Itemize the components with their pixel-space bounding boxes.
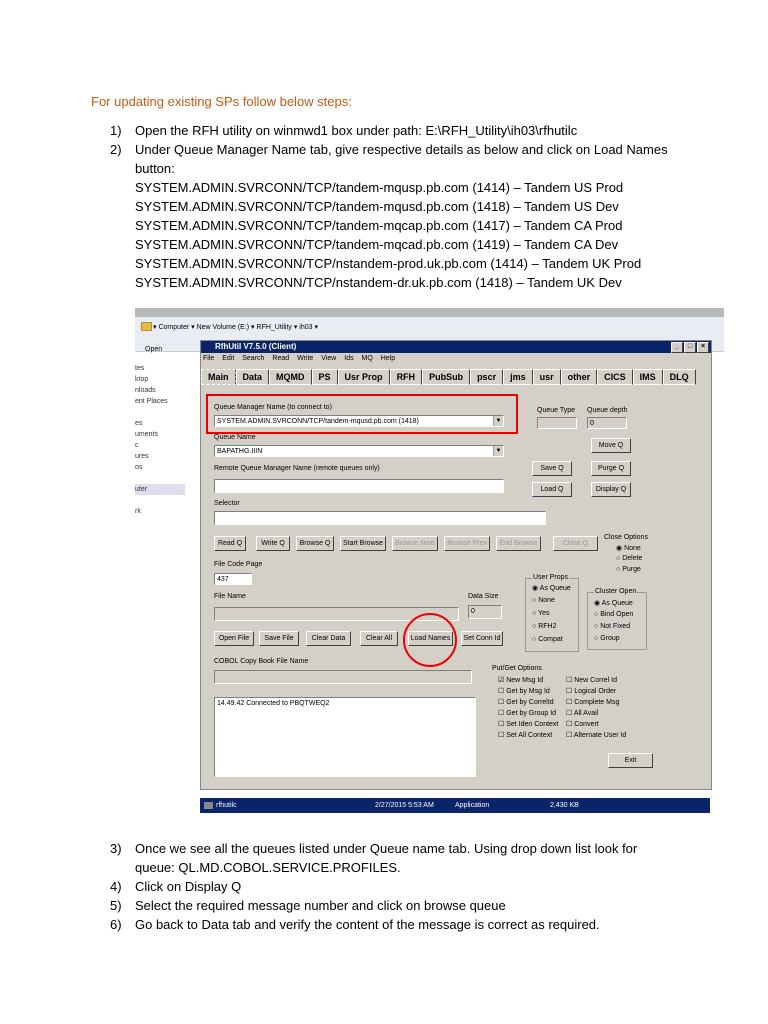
radio-label: As Queue xyxy=(601,600,633,607)
nav-item[interactable]: uments xyxy=(135,431,158,438)
nav-item[interactable]: tes xyxy=(135,365,145,372)
browse-next-button[interactable]: Browse Next xyxy=(392,536,438,551)
window-title-bar xyxy=(201,341,711,353)
step-number: 4) xyxy=(110,879,122,894)
checkbox-new-msg-id[interactable]: ☑ New Msg Id xyxy=(498,677,544,684)
rfhutil-window xyxy=(200,340,712,790)
clear-all-button[interactable]: Clear All xyxy=(360,631,398,646)
step-text: Go back to Data tab and verify the content of the message is correct as required. xyxy=(135,917,600,932)
tab-pubsub[interactable]: PubSub xyxy=(422,369,470,385)
queue-name-select[interactable] xyxy=(214,445,504,457)
selector-label: Selector xyxy=(214,500,240,507)
move-q-button[interactable]: Move Q xyxy=(591,438,631,453)
file-size: 2,430 KB xyxy=(550,802,579,809)
nav-item[interactable]: nloads xyxy=(135,387,156,394)
radio-label: As Queue xyxy=(539,585,571,592)
queue-depth-field: 0 xyxy=(587,417,627,429)
application-icon xyxy=(204,802,213,809)
connection-line: SYSTEM.ADMIN.SVRCONN/TCP/nstandem-dr.uk.pb.com (1418) – Tandem UK Dev xyxy=(135,275,622,290)
nav-item[interactable]: os xyxy=(135,464,143,471)
checkbox-new-correl-id[interactable]: ☐ New Correl Id xyxy=(566,677,618,684)
step-2 xyxy=(110,140,695,292)
checkbox-get-by-correlid[interactable]: ☐ Get by CorrelId xyxy=(498,699,554,706)
connection-line: SYSTEM.ADMIN.SVRCONN/TCP/tandem-mqusp.pb.com (1414) – Tandem US Prod xyxy=(135,180,624,195)
checkbox-label: Get by Msg Id xyxy=(506,688,550,695)
purge-q-button[interactable]: Purge Q xyxy=(591,461,631,476)
rfhutil-screenshot xyxy=(135,308,724,820)
radio-label: Bind Open xyxy=(600,611,634,618)
save-q-button[interactable]: Save Q xyxy=(532,461,572,476)
radio-label: Not Fixed xyxy=(600,623,631,630)
file-name-label: File Name xyxy=(214,593,246,600)
read-q-button[interactable]: Read Q xyxy=(214,536,246,551)
highlight-circle xyxy=(403,613,457,667)
file-list-row[interactable] xyxy=(200,798,710,813)
tab-ims[interactable]: IMS xyxy=(633,369,663,385)
radio-label: RFH2 xyxy=(538,623,557,630)
step-4 xyxy=(110,877,695,896)
user-props-yes[interactable]: ○ Yes xyxy=(532,610,550,617)
menu-write[interactable]: Write xyxy=(297,355,314,362)
data-size-field: 0 xyxy=(468,605,502,619)
user-props-compat[interactable]: ○ Compat xyxy=(532,636,563,643)
put-get-title: Put/Get Options xyxy=(492,665,542,672)
queue-type-label: Queue Type xyxy=(537,407,576,414)
tab-ps[interactable]: PS xyxy=(312,369,338,385)
file-type: Application xyxy=(455,802,490,809)
folder-icon xyxy=(141,322,152,331)
steps-list-bottom xyxy=(110,839,695,934)
close-option-none[interactable]: ◉ None xyxy=(616,545,641,552)
remote-qm-label: Remote Queue Manager Name (remote queues only) xyxy=(214,465,380,472)
nav-item[interactable]: uter xyxy=(135,484,185,495)
close-q-button[interactable]: Close Q xyxy=(553,536,598,551)
tab-dlq[interactable]: DLQ xyxy=(663,369,696,385)
step-number: 6) xyxy=(110,917,122,932)
menu-ids[interactable]: Ids xyxy=(344,355,354,362)
chevron-down-icon[interactable]: ▼ xyxy=(493,416,503,426)
radio-label: None xyxy=(624,545,641,552)
radio-label: Delete xyxy=(622,555,643,562)
checkbox-label: Set All Context xyxy=(506,732,553,739)
step-number: 3) xyxy=(110,841,122,856)
step-number: 5) xyxy=(110,898,122,913)
close-icon[interactable]: × xyxy=(697,342,709,353)
nav-item[interactable] xyxy=(135,407,185,418)
checkbox-label: All Avail xyxy=(573,710,599,717)
step-text: Once we see all the queues listed under Queue name tab. Using drop down list look for queue: QL.MD.COBOL.SERVICE.PROFILES. xyxy=(135,841,638,875)
checkbox-all-avail[interactable]: ☐ All Avail xyxy=(566,710,599,717)
user-props-rfh2[interactable]: ○ RFH2 xyxy=(532,623,557,630)
checkbox-logical-order[interactable]: ☐ Logical Order xyxy=(566,688,617,695)
minimize-icon[interactable]: _ xyxy=(671,342,683,353)
connection-line: SYSTEM.ADMIN.SVRCONN/TCP/tandem-mqcad.pb.com (1419) – Tandem CA Dev xyxy=(135,237,619,252)
checkbox-set-all-context[interactable]: ☐ Set All Context xyxy=(498,732,553,739)
tab-jms[interactable]: jms xyxy=(503,369,533,385)
menu-search[interactable]: Search xyxy=(242,355,265,362)
step-number: 2) xyxy=(110,142,122,157)
data-size-label: Data Size xyxy=(468,593,499,600)
tab-mqmd[interactable]: MQMD xyxy=(269,369,312,385)
menu-file[interactable]: File xyxy=(203,355,215,362)
cluster-open-group xyxy=(587,588,647,650)
browse-q-button[interactable]: Browse Q xyxy=(296,536,334,551)
instructions-heading: For updating existing SPs follow below steps: xyxy=(91,94,352,109)
checkbox-label: Get by CorrelId xyxy=(506,699,554,706)
nav-item[interactable] xyxy=(135,495,185,506)
cluster-bind-open[interactable]: ○ Bind Open xyxy=(594,611,634,618)
load-names-button[interactable]: Load Names xyxy=(408,631,453,646)
checkbox-label: Convert xyxy=(574,721,599,728)
maximize-icon[interactable]: □ xyxy=(684,342,696,353)
queue-type-field xyxy=(537,417,577,429)
step-1 xyxy=(110,121,695,140)
user-props-title: User Props xyxy=(533,574,569,581)
menu-bar xyxy=(201,353,711,364)
tab-cics[interactable]: CICS xyxy=(597,369,633,385)
connection-line: SYSTEM.ADMIN.SVRCONN/TCP/nstandem-prod.uk.pb.com (1414) – Tandem UK Prod xyxy=(135,256,642,271)
menu-read[interactable]: Read xyxy=(272,355,290,362)
end-browse-button[interactable]: End Browse xyxy=(496,536,541,551)
step-5 xyxy=(110,896,695,915)
step-text-container xyxy=(135,140,695,292)
tab-strip xyxy=(201,369,696,385)
checkbox-label: Complete Msg xyxy=(574,699,620,706)
connection-line: SYSTEM.ADMIN.SVRCONN/TCP/tandem-mqcap.pb.com (1417) – Tandem CA Prod xyxy=(135,218,623,233)
checkbox-label: Logical Order xyxy=(574,688,617,695)
tab-rfh[interactable]: RFH xyxy=(390,369,423,385)
step-text: Under Queue Manager Name tab, give respective details as below and click on Load Names button: xyxy=(135,142,668,176)
qm-name-value: SYSTEM.ADMIN.SVRCONN/TCP/tandem-mqusd.pb.com (1418) xyxy=(217,418,419,425)
display-q-button[interactable]: Display Q xyxy=(591,482,631,497)
start-browse-button[interactable]: Start Browse xyxy=(340,536,386,551)
chevron-down-icon[interactable]: ▼ xyxy=(493,446,503,456)
queue-name-label: Queue Name xyxy=(214,434,256,441)
step-6 xyxy=(110,915,695,934)
radio-label: Purge xyxy=(622,566,641,573)
tab-pscr[interactable]: pscr xyxy=(470,369,503,385)
address-path[interactable]: ▾ Computer ▾ New Volume (E:) ▾ RFH_Utility ▾ ih03 ▾ xyxy=(153,324,319,331)
browse-prev-button[interactable]: Browse Prev xyxy=(444,536,490,551)
checkbox-get-by-msg-id[interactable]: ☐ Get by Msg Id xyxy=(498,688,550,695)
cobol-field xyxy=(214,670,472,684)
nav-item[interactable] xyxy=(135,473,185,484)
file-name: rfhutilc xyxy=(216,802,237,809)
menu-edit[interactable]: Edit xyxy=(222,355,235,362)
radio-label: None xyxy=(538,597,555,604)
screenshot-top-bar xyxy=(135,308,724,317)
step-text: Open the RFH utility on winmwd1 box under path: E:\RFH_Utility\ih03\rfhutilc xyxy=(135,123,578,138)
checkbox-get-by-group-id[interactable]: ☐ Get by Group Id xyxy=(498,710,557,717)
tab-usr[interactable]: usr xyxy=(533,369,561,385)
menu-view[interactable]: View xyxy=(321,355,337,362)
user-props-none[interactable]: ○ None xyxy=(532,597,555,604)
menu-mq[interactable]: MQ xyxy=(361,355,373,362)
set-conn-id-button[interactable]: Set Conn Id xyxy=(461,631,503,646)
step-number: 1) xyxy=(110,123,122,138)
close-options-title: Close Options xyxy=(604,534,648,541)
cluster-group[interactable]: ○ Group xyxy=(594,635,620,642)
checkbox-complete-msg[interactable]: ☐ Complete Msg xyxy=(566,699,620,706)
write-q-button[interactable]: Write Q xyxy=(256,536,290,551)
checkbox-convert[interactable]: ☐ Convert xyxy=(566,721,599,728)
save-file-button[interactable]: Save File xyxy=(259,631,299,646)
user-props-as-queue[interactable]: ◉ As Queue xyxy=(532,585,571,592)
tab-usr-prop[interactable]: Usr Prop xyxy=(338,369,390,385)
checkbox-label: New Msg Id xyxy=(506,677,544,684)
nav-item[interactable]: rk xyxy=(135,508,141,515)
load-q-button[interactable]: Load Q xyxy=(532,482,572,497)
clear-data-button[interactable]: Clear Data xyxy=(306,631,351,646)
nav-item[interactable]: es xyxy=(135,420,143,427)
open-file-button[interactable]: Open File xyxy=(214,631,254,646)
qm-name-label: Queue Manager Name (to connect to) xyxy=(214,404,332,411)
nav-item[interactable]: ures xyxy=(135,453,149,460)
nav-item[interactable]: ktop xyxy=(135,376,149,383)
tab-main[interactable]: Main xyxy=(201,369,236,385)
file-date: 2/27/2015 5:53 AM xyxy=(375,802,434,809)
radio-label: Group xyxy=(600,635,620,642)
close-options-group xyxy=(604,534,656,578)
open-button[interactable]: Open xyxy=(145,346,163,353)
nav-item[interactable]: ent Places xyxy=(135,398,168,405)
file-code-page-label: File Code Page xyxy=(214,561,263,568)
checkbox-label: Set Iden Context xyxy=(506,721,559,728)
checkbox-label: Get by Group Id xyxy=(506,710,557,717)
checkbox-label: Alternate User Id xyxy=(573,732,627,739)
radio-label: Compat xyxy=(538,636,563,643)
tab-data[interactable]: Data xyxy=(236,369,270,385)
cluster-open-title: Cluster Open xyxy=(595,588,637,595)
log-text-area[interactable] xyxy=(214,697,476,777)
tab-other[interactable]: other xyxy=(561,369,598,385)
step-3 xyxy=(110,839,695,877)
highlight-box xyxy=(206,394,518,434)
connection-line: SYSTEM.ADMIN.SVRCONN/TCP/tandem-mqusd.pb.com (1418) – Tandem US Dev xyxy=(135,199,619,214)
exit-button[interactable]: Exit xyxy=(608,753,653,768)
nav-item[interactable]: c xyxy=(135,442,139,449)
cobol-label: COBOL Copy Book File Name xyxy=(214,658,309,665)
user-props-group xyxy=(525,574,579,652)
queue-depth-label: Queue depth xyxy=(587,407,628,414)
checkbox-label: New Correl Id xyxy=(574,677,618,684)
window-title: RfhUtil V7.5.0 (Client) xyxy=(215,342,297,351)
close-option-purge[interactable]: ○ Purge xyxy=(616,566,641,573)
step-text: Select the required message number and click on browse queue xyxy=(135,898,506,913)
steps-list-top xyxy=(110,121,695,292)
explorer-left-nav xyxy=(135,363,185,563)
log-text: 14.49.42 Connected to PBQTWEQ2 xyxy=(217,700,330,707)
queue-name-value: BAPATHG.IIIN xyxy=(217,448,263,455)
checkbox-alternate-user-id[interactable]: ☐ Alternate User Id xyxy=(566,732,627,739)
file-code-page-field[interactable]: 437 xyxy=(214,573,252,585)
remote-qm-field[interactable] xyxy=(214,479,504,493)
cluster-as-queue[interactable]: ◉ As Queue xyxy=(594,600,633,607)
step-text: Click on Display Q xyxy=(135,879,242,894)
radio-label: Yes xyxy=(538,610,550,617)
put-get-options-group xyxy=(492,665,647,747)
cluster-not-fixed[interactable]: ○ Not Fixed xyxy=(594,623,631,630)
close-option-delete[interactable]: ○ Delete xyxy=(616,555,643,562)
menu-help[interactable]: Help xyxy=(380,355,396,362)
checkbox-set-iden-context[interactable]: ☐ Set Iden Context xyxy=(498,721,559,728)
selector-field[interactable] xyxy=(214,511,546,525)
